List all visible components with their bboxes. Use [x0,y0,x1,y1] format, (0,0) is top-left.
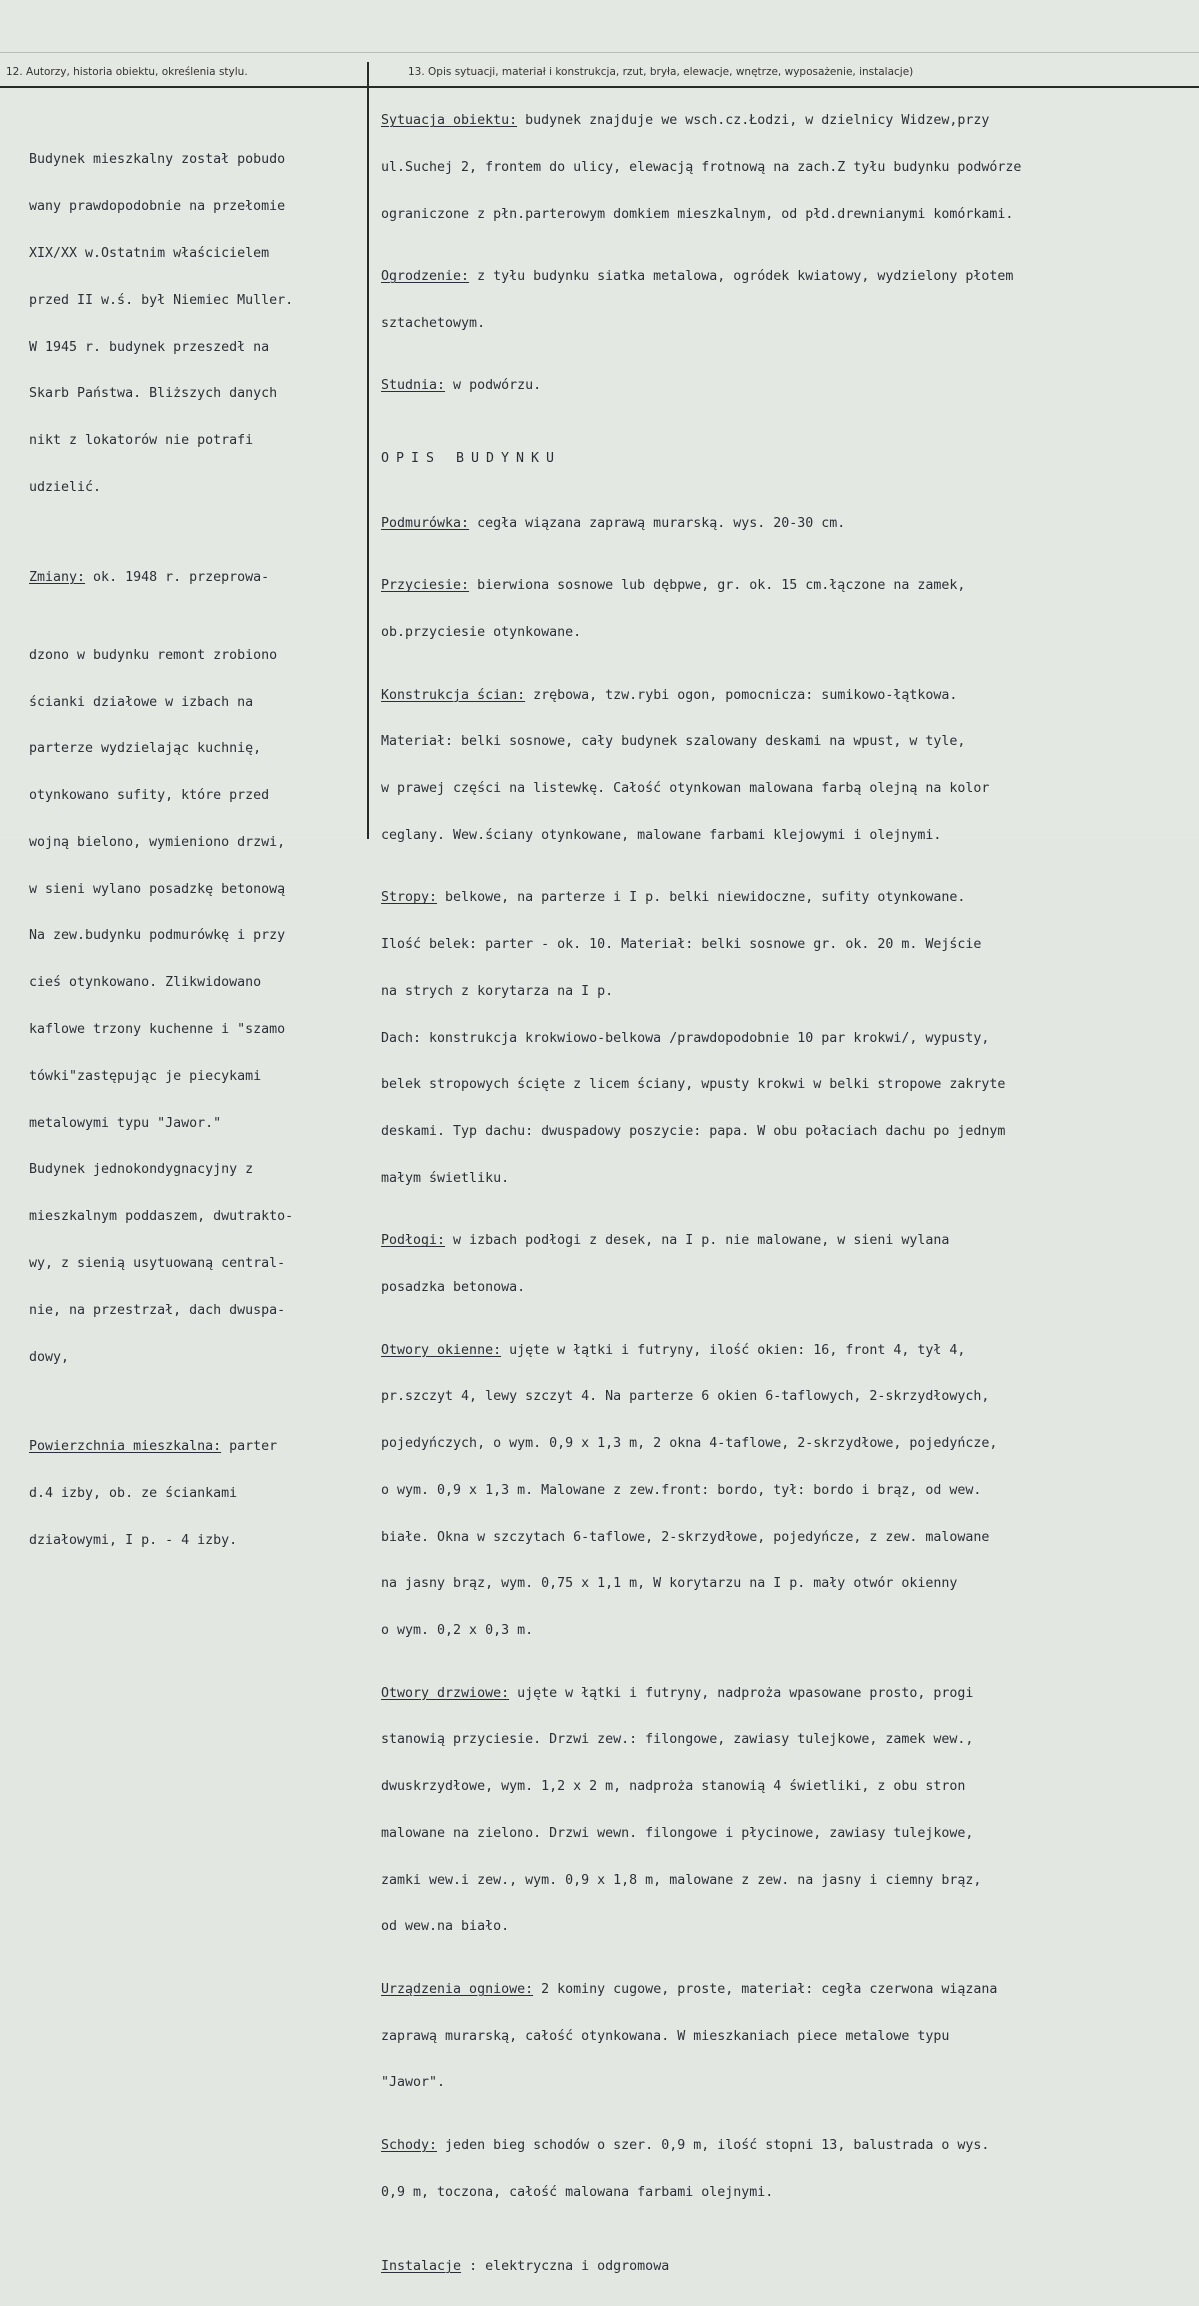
changes-first-line: ok. 1948 r. przeprowa- [85,569,270,585]
changes-heading [29,570,365,586]
ceilings-line: belek stropowych ścięte z licem ściany, wpusty krokwi w belki stropowe zakryte [381,1077,1006,1093]
changes-line: Budynek jednokondygnacyjny z [29,1162,254,1178]
changes-line: mieszkalnym poddaszem, dwutrakto- [29,1209,294,1225]
ceilings-first-line: belkowe, na parterze i I p. belki niewidoczne, sufity otynkowane. [437,890,966,906]
fire-label: Urządzenia ogniowe: [381,1981,534,1997]
ceilings-line: Dach: konstrukcja krokwiowo-belkowa /prawdopodobnie 10 par krokwi/, wypusty, [381,1030,990,1046]
walls-first-line: zrębowa, tzw.rybi ogon, pomocnicza: sumikowo-łątkowa. [525,687,958,703]
base-first-line: cegła wiązana zaprawą murarską. wys. 20-30 cm. [469,516,846,532]
changes-line: nie, na przestrzał, dach dwuspa- [29,1302,286,1318]
doors-line: stanowią przyciesie. Drzwi zew.: filongowe, zawiasy tulejkowe, zamek wew., [381,1732,974,1748]
fire-heading [381,1982,1193,1998]
windows-heading [381,1343,1193,1359]
sill-label: Przyciesie: [381,578,470,594]
windows-label: Otwory okienne: [381,1342,502,1358]
description-column [381,82,1193,2306]
situation-line: ograniczone z płn.parterowym domkiem mieszkalnym, od płd.drewnianymi komórkami. [381,206,1014,222]
area-first-line: parter [221,1439,278,1455]
windows-line: białe. Okna w szczytach 6-taflowe, 2-skrzydłowe, pojedyńcze, z zew. malowane [381,1529,990,1545]
history-line: Budynek mieszkalny został pobudo [29,152,286,168]
ceilings-line: na strych z korytarza na I p. [381,983,614,999]
caption-description: 13. Opis sytuacji, materiał i konstrukcja, rzut, bryła, elewacje, wnętrze, wyposażenie, instalacje) [408,66,914,78]
install-heading [381,2259,1193,2275]
windows-first-line: ujęte w łątki i futryny, ilość okien: 16, front 4, tył 4, [501,1342,966,1358]
fence-first-line: z tyłu budynku siatka metalowa, ogródek kwiatowy, wydzielony płotem [469,269,1014,285]
changes-line: dowy, [29,1349,70,1365]
sill-heading [381,578,1193,594]
changes-line: kaflowe trzony kuchenne i "szamo [29,1022,286,1038]
well-label: Studnia: [381,378,446,394]
changes-line: cieś otynkowano. Zlikwidowano [29,975,262,991]
history-column [29,90,365,1580]
changes-text [29,617,365,1397]
changes-line: wy, z sienią usytuowaną central- [29,1255,286,1271]
fence-heading [381,269,1193,285]
doors-line: dwuskrzydłowe, wym. 1,2 x 2 m, nadproża stanowią 4 świetliki, z obu stron [381,1779,966,1795]
history-line: XIX/XX w.Ostatnim właścicielem [29,245,270,261]
situation-first-line: budynek znajduje we wsch.cz.Łodzi, w dzielnicy Widzew,przy [517,113,990,129]
fence-line: sztachetowym. [381,315,486,331]
walls-line: w prawej części na listewkę. Całość otynkowan malowana farbą olejną na kolor [381,781,990,797]
section-title: OPIS BUDYNKU [381,450,562,466]
changes-line: metalowymi typu "Jawor." [29,1115,222,1131]
area-line: d.4 izby, ob. ze ściankami [29,1486,238,1502]
area-label: Powierzchnia mieszkalna: [29,1439,222,1455]
install-first-line: : elektryczna i odgromowa [461,2258,670,2274]
sill-line: ob.przyciesie otynkowane. [381,625,582,641]
well-heading [381,378,1193,394]
history-line: wany prawdopodobnie na przełomie [29,199,286,215]
well-first-line: w podwórzu. [445,378,542,394]
doors-line: zamki wew.i zew., wym. 0,9 x 1,8 m, malowane z zew. na jasny i ciemny brąz, [381,1872,982,1888]
history-text [29,121,365,526]
windows-line: na jasny brąz, wym. 0,75 x 1,1 m, W korytarzu na I p. mały otwór okienny [381,1576,958,1592]
changes-line: Na zew.budynku podmurówkę i przy [29,928,286,944]
stairs-heading [381,2138,1193,2154]
situation-line: ul.Suchej 2, frontem do ulicy, elewacją frotnową na zach.Z tyłu budynku podwórze [381,159,1022,175]
changes-line: dzono w budynku remont zrobiono [29,647,278,663]
doors-heading [381,1686,1193,1702]
top-rule [0,52,1199,53]
windows-line: pr.szczyt 4, lewy szczyt 4. Na parterze 6 okien 6-taflowych, 2-skrzydłowych, [381,1389,990,1405]
changes-line: otynkowano sufity, które przed [29,788,270,804]
caption-history: 12. Autorzy, historia obiektu, określenia stylu. [6,66,248,78]
fence-label: Ogrodzenie: [381,269,470,285]
column-divider [367,62,369,839]
fire-first-line: 2 kominy cugowe, proste, materiał: cegła czerwona wiązana [533,1981,998,1997]
ceilings-heading [381,890,1193,906]
ceilings-line: deskami. Typ dachu: dwuspadowy poszycie: papa. W obu połaciach dachu po jednym [381,1124,1006,1140]
walls-label: Konstrukcja ścian: [381,687,526,703]
changes-line: ścianki działowe w izbach na [29,694,254,710]
changes-line: parterze wydzielając kuchnię, [29,741,262,757]
walls-line: Materiał: belki sosnowe, cały budynek szalowany deskami na wpust, w tyle, [381,734,966,750]
situation-label: Sytuacja obiektu: [381,113,518,129]
ceilings-label: Stropy: [381,890,438,906]
windows-line: o wym. 0,2 x 0,3 m. [381,1623,534,1639]
walls-heading [381,688,1193,704]
walls-line: ceglany. Wew.ściany otynkowane, malowane farbami klejowymi i olejnymi. [381,827,942,843]
install-label: Instalacje [381,2258,462,2274]
area-heading [29,1439,365,1455]
changes-line: wojną bielono, wymieniono drzwi, [29,834,286,850]
base-heading [381,516,1193,532]
doors-line: malowane na zielono. Drzwi wewn. filongowe i płycinowe, zawiasy tulejkowe, [381,1825,974,1841]
history-line: Skarb Państwa. Bliższych danych [29,386,278,402]
history-line: udzielić. [29,479,102,495]
windows-line: pojedyńczych, o wym. 0,9 x 1,3 m, 2 okna 4-taflowe, 2-skrzydłowe, pojedyńcze, [381,1436,998,1452]
ceilings-line: Ilość belek: parter - ok. 10. Materiał: belki sosnowe gr. ok. 20 m. Wejście [381,937,982,953]
changes-label: Zmiany: [29,569,86,585]
changes-line: tówki"zastępując je piecykami [29,1068,262,1084]
doors-label: Otwory drzwiowe: [381,1685,510,1701]
sill-first-line: bierwiona sosnowe lub dębpwe, gr. ok. 15 cm.łączone na zamek, [469,578,966,594]
stairs-label: Schody: [381,2137,438,2153]
base-label: Podmurówka: [381,516,470,532]
area-line: działowymi, I p. - 4 izby. [29,1533,238,1549]
windows-line: o wym. 0,9 x 1,3 m. Malowane z zew.front: bordo, tył: bordo i brąz, od wew. [381,1482,982,1498]
situation-heading [381,113,1193,129]
doors-line: od wew.na biało. [381,1919,510,1935]
doors-first-line: ujęte w łątki i futryny, nadproża wpasowane prosto, progi [509,1685,974,1701]
history-line: nikt z lokatorów nie potrafi [29,433,254,449]
changes-line: w sieni wylano posadzkę betonową [29,881,286,897]
fire-line: zaprawą murarską, całość otynkowana. W mieszkaniach piece metalowe typu [381,2028,950,2044]
floors-heading [381,1233,1193,1249]
floors-label: Podłogi: [381,1233,446,1249]
floors-line: posadzka betonowa. [381,1280,526,1296]
history-line: W 1945 r. budynek przeszedł na [29,339,270,355]
fire-line: "Jawor". [381,2075,446,2091]
stairs-first-line: jeden bieg schodów o szer. 0,9 m, ilość stopni 13, balustrada o wys. [437,2137,990,2153]
ceilings-line: małym świetliku. [381,1170,510,1186]
history-line: przed II w.ś. był Niemiec Muller. [29,292,294,308]
stairs-line: 0,9 m, toczona, całość malowana farbami olejnymi. [381,2184,774,2200]
floors-first-line: w izbach podłogi z desek, na I p. nie malowane, w sieni wylana [445,1233,950,1249]
